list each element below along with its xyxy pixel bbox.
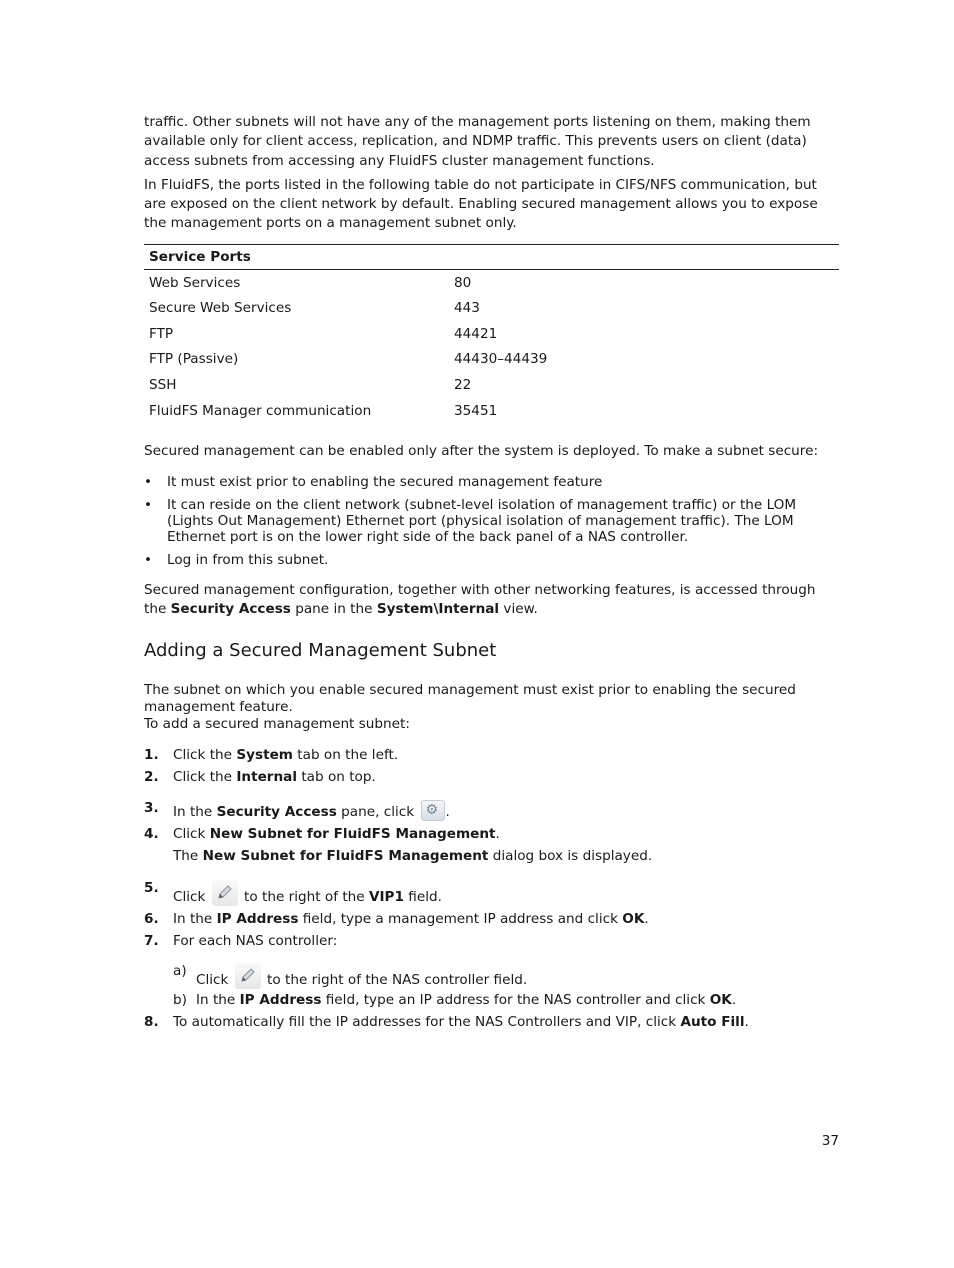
table-row bbox=[144, 269, 839, 295]
step-term: Security Access bbox=[216, 804, 337, 821]
step-term: Internal bbox=[236, 769, 298, 786]
edit-pencil-icon[interactable] bbox=[212, 880, 238, 906]
page-number: 37 bbox=[821, 1133, 839, 1149]
service-ports-table bbox=[144, 244, 839, 424]
step-text: . bbox=[644, 911, 649, 928]
sub-step-letter: b) bbox=[173, 992, 187, 1009]
step-5 bbox=[144, 880, 839, 906]
step-term: OK bbox=[709, 992, 732, 1009]
step-note bbox=[173, 848, 839, 865]
port-number: 44421 bbox=[454, 325, 498, 342]
step-term: OK bbox=[622, 911, 645, 928]
sub-step-b bbox=[173, 992, 839, 1009]
step-text: In the bbox=[173, 911, 217, 928]
sub-steps bbox=[173, 963, 839, 1009]
service-name: Web Services bbox=[149, 274, 241, 291]
step-number: 4. bbox=[144, 826, 159, 843]
table-row bbox=[144, 321, 839, 347]
section-intro bbox=[144, 682, 839, 733]
port-number: 35451 bbox=[454, 402, 498, 419]
table-row bbox=[144, 372, 839, 398]
table-row bbox=[144, 398, 839, 424]
table-header: Service Ports bbox=[149, 248, 251, 265]
access-text: Secured management configuration, together with other networking features, is accessed through the bbox=[144, 581, 816, 617]
port-number: 22 bbox=[454, 376, 472, 393]
step-text: The bbox=[173, 848, 203, 865]
list-item: • It must exist prior to enabling the secured management feature bbox=[144, 474, 839, 490]
settings-gear-icon[interactable]: ⚙ bbox=[421, 800, 445, 821]
port-number: 80 bbox=[454, 274, 472, 291]
service-name: SSH bbox=[149, 376, 177, 393]
procedure-steps bbox=[144, 747, 839, 1031]
edit-pencil-icon[interactable] bbox=[235, 963, 261, 989]
step-7 bbox=[144, 933, 839, 1009]
step-text: In the bbox=[173, 804, 217, 821]
step-text: For each NAS controller: bbox=[173, 933, 338, 950]
step-text: . bbox=[495, 826, 500, 843]
table-row bbox=[144, 347, 839, 373]
step-text: Click bbox=[173, 889, 210, 906]
step-term: Auto Fill bbox=[680, 1014, 745, 1031]
access-text: view. bbox=[499, 600, 538, 617]
section-intro-line-2: To add a secured management subnet: bbox=[144, 716, 410, 733]
step-text: . bbox=[744, 1014, 749, 1031]
security-access-term: Security Access bbox=[170, 600, 291, 617]
step-number: 3. bbox=[144, 800, 159, 817]
system-internal-term: System\Internal bbox=[376, 600, 500, 617]
document-content bbox=[144, 113, 839, 1036]
sub-step-a bbox=[173, 963, 839, 989]
access-text: pane in the bbox=[290, 600, 377, 617]
table-row bbox=[144, 295, 839, 321]
step-text: . bbox=[731, 992, 737, 1009]
step-2 bbox=[144, 769, 839, 786]
step-text: field. bbox=[403, 889, 442, 906]
step-text: field, type an IP address for the NAS controller and click bbox=[321, 992, 710, 1009]
step-8 bbox=[144, 1014, 839, 1031]
step-text: tab on top. bbox=[297, 769, 376, 786]
step-text: pane, click bbox=[336, 804, 419, 821]
step-number: 8. bbox=[144, 1014, 159, 1031]
step-3 bbox=[144, 800, 839, 821]
service-name: FluidFS Manager communication bbox=[149, 402, 372, 419]
secure-intro-paragraph: Secured management can be enabled only after the system is deployed. To make a subnet secure: bbox=[144, 443, 819, 460]
step-text: Click bbox=[173, 826, 210, 843]
intro-paragraph-2: In FluidFS, the ports listed in the following table do not participate in CIFS/NFS communication, but are exposed on the client network by default. Enabling secured management allows you to expose the management ports on a management subnet only. bbox=[144, 176, 818, 232]
step-text: dialog box is displayed. bbox=[488, 848, 653, 865]
step-number: 1. bbox=[144, 747, 159, 764]
intro-paragraph-1: traffic. Other subnets will not have any of the management ports listening on them, making them available only for client access, replication, and NDMP traffic. This prevents users on client (data) access subnets from accessing any FluidFS cluster management functions. bbox=[144, 114, 811, 169]
table-header-row bbox=[144, 244, 839, 269]
step-text: Click the bbox=[173, 747, 237, 764]
step-text: To automatically fill the IP addresses for the NAS Controllers and VIP, click bbox=[173, 1014, 681, 1031]
sub-step-letter: a) bbox=[173, 963, 187, 980]
service-name: FTP (Passive) bbox=[149, 351, 239, 368]
step-term: New Subnet for FluidFS Management bbox=[202, 848, 489, 865]
requirements-list bbox=[144, 474, 839, 568]
port-number: 443 bbox=[454, 300, 480, 317]
step-number: 5. bbox=[144, 880, 159, 897]
service-name: FTP bbox=[149, 325, 174, 342]
step-text: field, type a management IP address and click bbox=[298, 911, 623, 928]
step-1 bbox=[144, 747, 839, 764]
section-heading: Adding a Secured Management Subnet bbox=[144, 640, 497, 662]
step-text: Click bbox=[196, 972, 233, 989]
step-text: tab on the left. bbox=[292, 747, 399, 764]
step-4 bbox=[144, 826, 839, 865]
step-6 bbox=[144, 911, 839, 928]
step-term: VIP1 bbox=[368, 889, 404, 906]
port-number: 44430–44439 bbox=[454, 351, 548, 368]
step-term: System bbox=[236, 747, 293, 764]
step-text: to the right of the NAS controller field. bbox=[262, 972, 528, 989]
step-term: IP Address bbox=[216, 911, 299, 928]
service-name: Secure Web Services bbox=[149, 300, 292, 317]
step-term: IP Address bbox=[239, 992, 322, 1009]
step-text: Click the bbox=[173, 769, 237, 786]
step-text: In the bbox=[196, 992, 240, 1009]
list-item: • Log in from this subnet. bbox=[144, 552, 839, 568]
step-number: 6. bbox=[144, 911, 159, 928]
step-text: to the right of the bbox=[239, 889, 369, 906]
access-paragraph bbox=[144, 581, 839, 620]
step-term: New Subnet for FluidFS Management bbox=[209, 826, 496, 843]
step-text: . bbox=[445, 804, 450, 821]
step-number: 2. bbox=[144, 769, 159, 786]
section-intro-line-1: The subnet on which you enable secured management must exist prior to enabling the secured management feature. bbox=[144, 682, 796, 716]
step-number: 7. bbox=[144, 933, 159, 950]
list-item: • It can reside on the client network (subnet-level isolation of management traffic) or the LOM (Lights Out Management) Ethernet port (physical isolation of management traffic). The LOM Ethernet port is on the lower right side of the back panel of a NAS controller. bbox=[144, 497, 839, 545]
